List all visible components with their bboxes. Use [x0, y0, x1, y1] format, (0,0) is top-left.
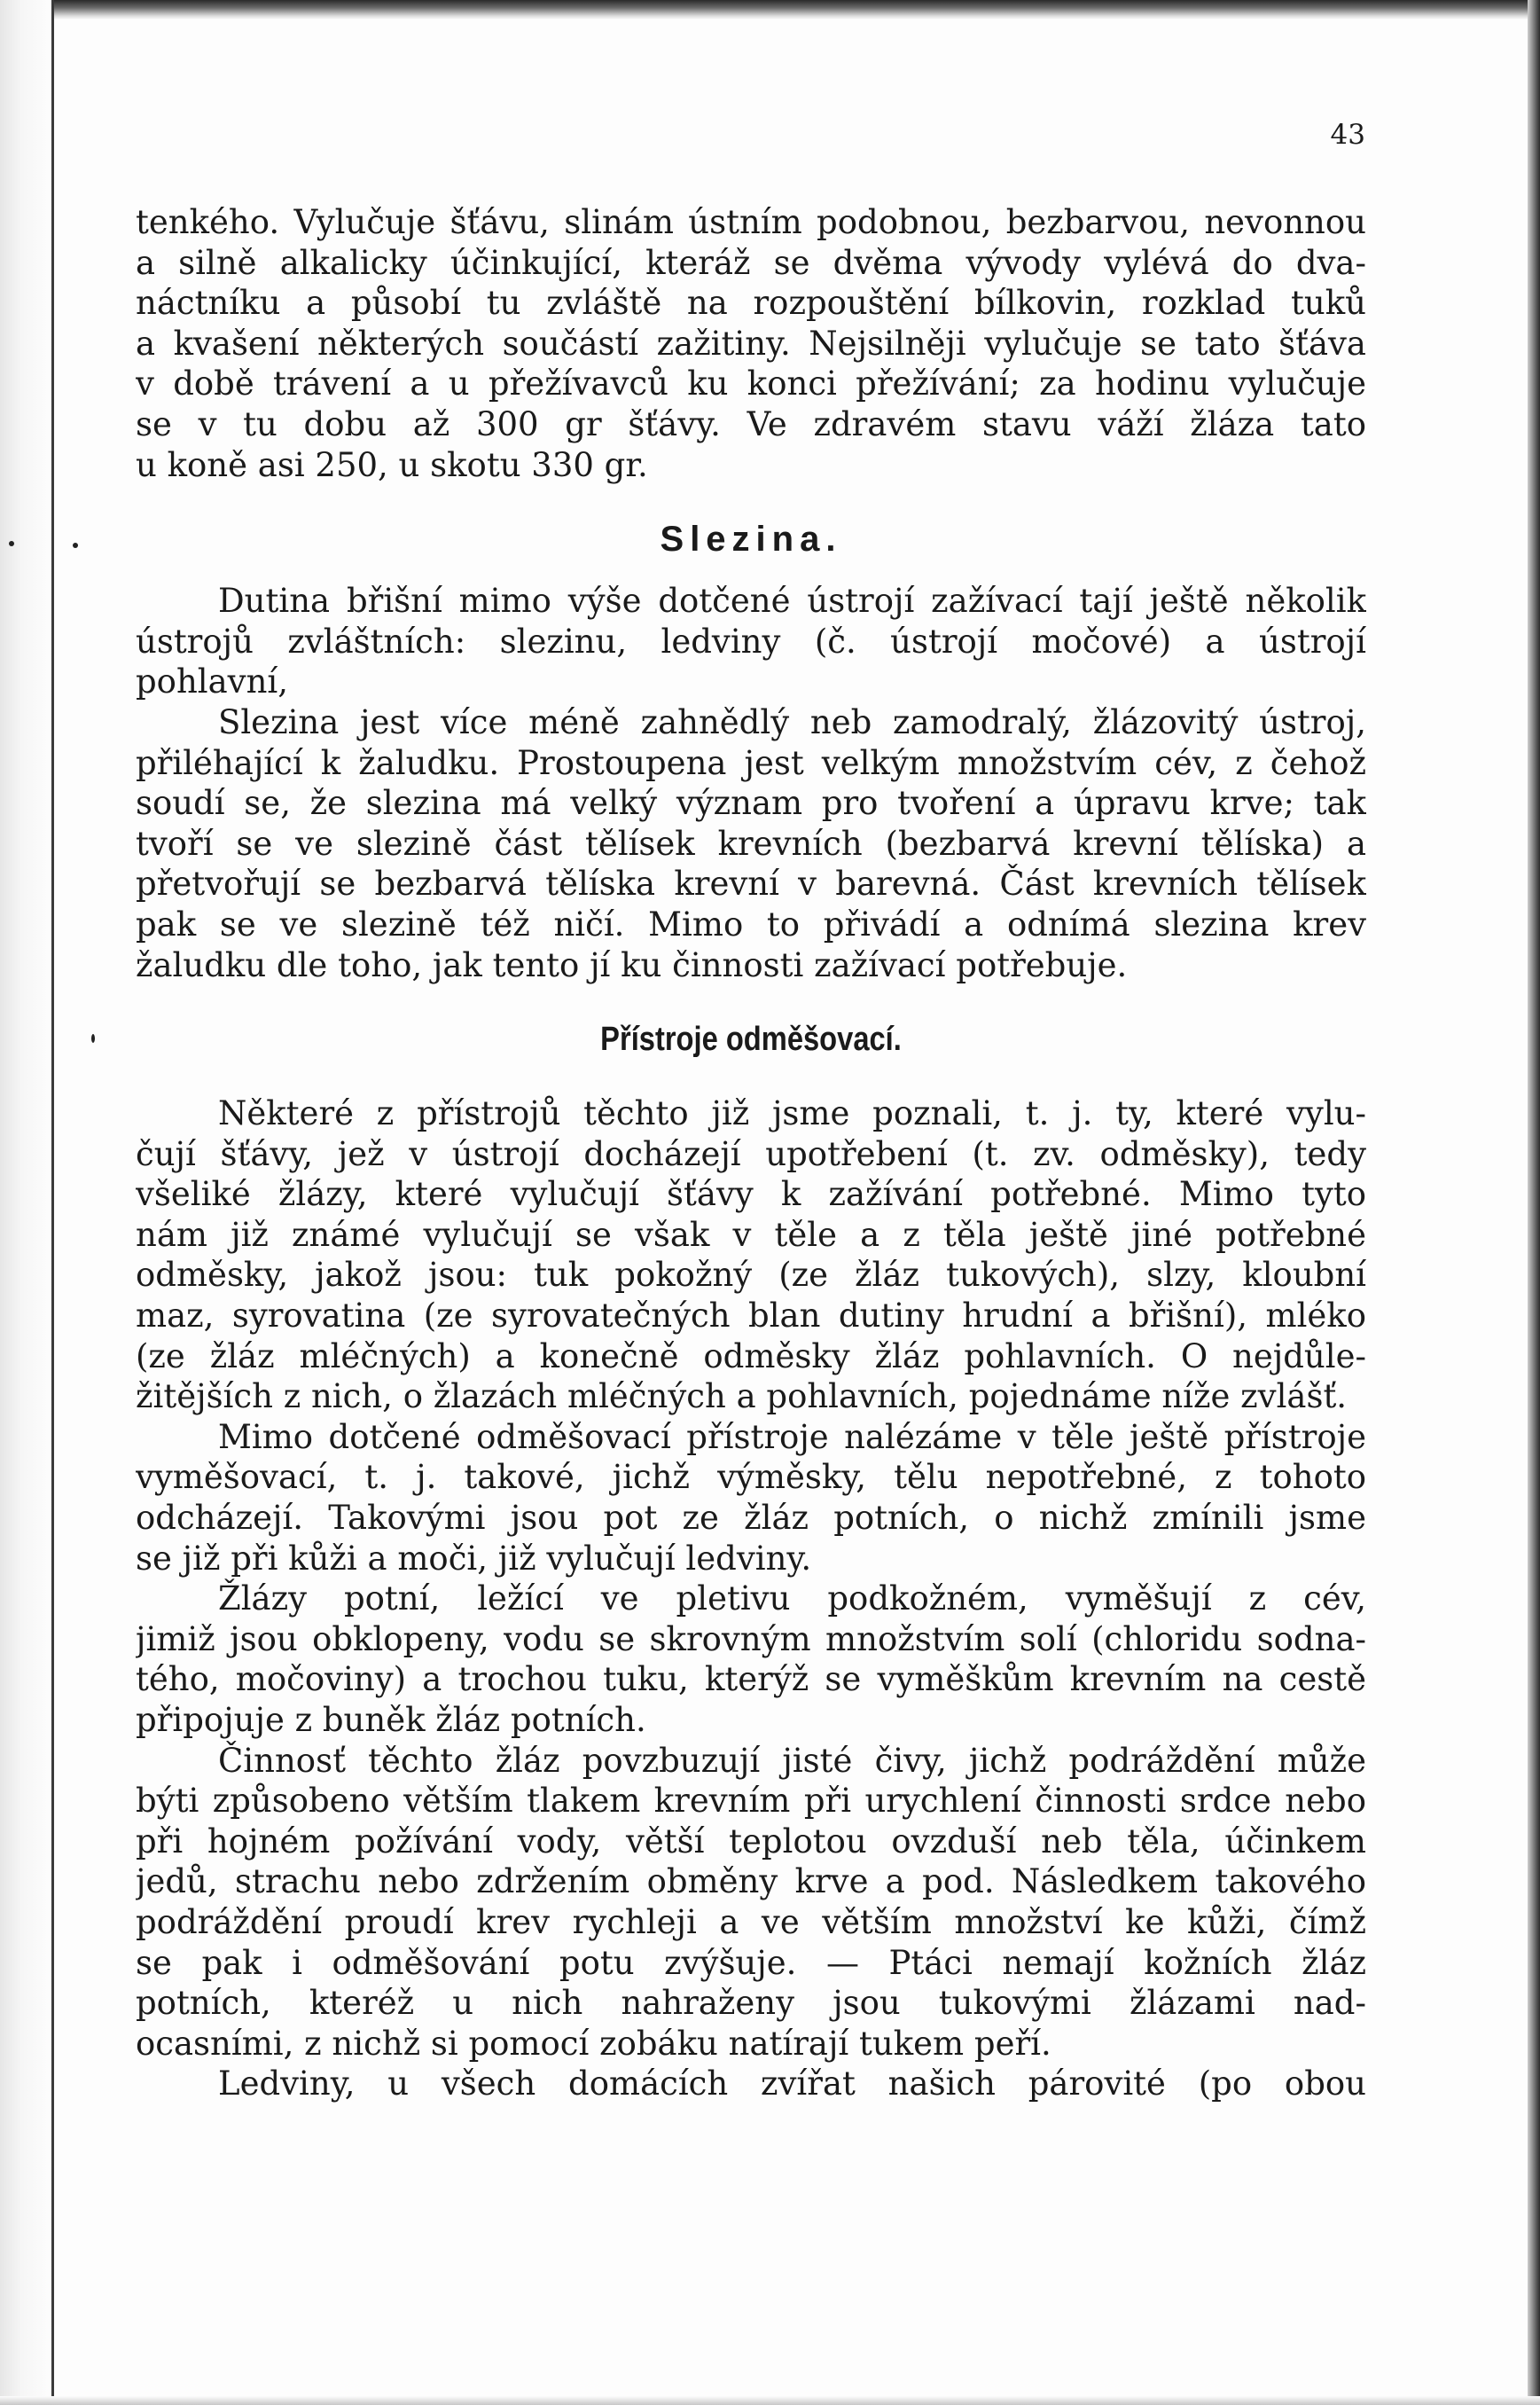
- scan-left-edge-line: [51, 0, 54, 2405]
- paragraph-excretory: [136, 1417, 1366, 1579]
- text-line: v době trávení a u přežívavců ku konci přežívání; za hodinu vylučuje: [136, 364, 1366, 403]
- text-line: jimiž jsou obklopeny, vodu se skrovným množstvím solí (chloridu sodna-: [136, 1619, 1366, 1658]
- text-line: Žlázy potní, ležící ve pletivu podkožném, vyměšují z cév,: [218, 1579, 1366, 1618]
- page-number: 43: [1330, 119, 1365, 151]
- scan-bottom-edge: [0, 2396, 1540, 2405]
- text-line: a silně alkalicky účinkující, kteráž se dvěma vývody vylévá do dva-: [136, 243, 1366, 282]
- page-body: [136, 202, 1366, 2104]
- speck: [9, 541, 14, 546]
- text-line: potních, kteréž u nich nahraženy jsou tukovými žlázami nad-: [136, 1984, 1366, 2023]
- text-line: ústrojů zvláštních: slezinu, ledviny (č. ústrojí močové) a ústrojí: [136, 622, 1366, 661]
- text-line: připojuje z buněk žláz potních.: [136, 1701, 646, 1739]
- text-line: tého, močoviny) a trochou tuku, kterýž se vyměškům krevním na cestě: [136, 1660, 1366, 1699]
- speck: [91, 1034, 95, 1043]
- text-line: maz, syrovatina (ze syrovatečných blan dutiny hrudní a břišní), mléko: [136, 1297, 1366, 1336]
- scan-right-edge: [1528, 0, 1540, 2405]
- text-line: ocasními, z nichž si pomocí zobáku natírají tukem peří.: [136, 2024, 1051, 2063]
- text-line: u koně asi 250, u skotu 330 gr.: [136, 445, 648, 484]
- spacer: [136, 985, 1366, 998]
- text-line: náctníku a působí tu zvláště na rozpouštění bílkovin, rozklad tuků: [136, 284, 1366, 323]
- text-line: (ze žláz mléčných) a konečně odměsky žláz pohlavních. O nejdůle-: [136, 1336, 1366, 1375]
- text-line: vyměšovací, t. j. takové, jichž výměsky, tělu nepotřebné, z tohoto: [136, 1458, 1366, 1497]
- paragraph-abdominal-organs: [136, 581, 1366, 702]
- text-line: při hojném požívání vody, větší teplotou ovzduší neb těla, účinkem: [136, 1821, 1366, 1861]
- text-line: odměsky, jakož jsou: tuk pokožný (ze žláz tukových), slzy, kloubní: [136, 1256, 1366, 1295]
- text-line: Slezina jest více méně zahnědlý neb zamodralý, žlázovitý ústroj,: [218, 702, 1366, 741]
- text-line: se pak i odměšování potu zvýšuje. — Ptáci nemají kožních žláz: [136, 1943, 1366, 1982]
- text-line: všeliké žlázy, které vylučují šťávy k zažívání potřebné. Mimo tyto: [136, 1175, 1366, 1214]
- text-line: podráždění proudí krev rychleji a ve větším množství ke kůži, čímž: [136, 1902, 1366, 1941]
- text-line: Činnosť těchto žláz povzbuzují jisté čivy, jichž podráždění může: [218, 1741, 1366, 1780]
- text-line: přetvořují se bezbarvá tělíska krevní v barevná. Část krevních tělísek: [136, 865, 1366, 904]
- text-line: žitějších z nich, o žlazách mléčných a pohlavních, pojednáme níže zvlášť.: [136, 1377, 1348, 1416]
- paragraph-kidneys: [136, 2064, 1366, 2104]
- text-line: Dutina břišní mimo výše dotčené ústrojí zažívací tají ještě několik: [218, 582, 1366, 621]
- text-line: žaludku dle toho, jak tento jí ku činnosti zažívací potřebuje.: [136, 945, 1128, 984]
- text-line: Mimo dotčené odměšovací přístroje nalézáme v těle ještě přístroje: [218, 1417, 1366, 1456]
- text-line: pak se ve slezině též ničí. Mimo to přivádí a odnímá slezina krev: [136, 905, 1366, 944]
- text-line: jedů, strachu nebo zdržením obměny krve a pod. Následkem takového: [136, 1862, 1366, 1901]
- spacer: [136, 1081, 1366, 1093]
- text-line: pohlavní,: [136, 662, 289, 701]
- text-line: tenkého. Vylučuje šťávu, slinám ústním podobnou, bezbarvou, nevonnou: [136, 203, 1366, 241]
- text-line: býti způsobeno větším tlakem krevním při urychlení činnosti srdce nebo: [136, 1782, 1366, 1821]
- paragraph-sweat-glands: [136, 1579, 1366, 1740]
- text-line: nám již známé vylučují se však v těle a z těla ještě jiné potřebné: [136, 1215, 1366, 1254]
- paragraph-gland-activity: [136, 1741, 1366, 2064]
- text-line: čují šťávy, jež v ústrojí docházejí upotřebení (t. zv. odměsky), tedy: [136, 1134, 1366, 1173]
- text-line: Některé z přístrojů těchto již jsme poznali, t. j. ty, které vylu-: [218, 1094, 1366, 1133]
- text-line: se již při kůži a moči, již vylučují ledviny.: [136, 1539, 812, 1578]
- text-line: tvoří se ve slezině část tělísek krevních (bezbarvá krevní tělíska) a: [136, 824, 1366, 863]
- scan-left-edge: [0, 0, 53, 2405]
- text-line: přiléhající k žaludku. Prostoupena jest velkým množstvím cév, z čehož: [136, 743, 1366, 782]
- text-line: odcházejí. Takovými jsou pot ze žláz potních, o nichž zmínili jsme: [136, 1499, 1366, 1538]
- paragraph-pancreas: [136, 202, 1366, 485]
- section-heading-slezina: Slezina.: [660, 520, 842, 560]
- speck: [73, 543, 78, 548]
- section-heading-pristroje: Přístroje odměšovací.: [600, 1021, 902, 1059]
- paragraph-secretory: [136, 1093, 1366, 1417]
- paragraph-spleen: [136, 702, 1366, 985]
- text-line: soudí se, že slezina má velký význam pro tvoření a úpravu krve; tak: [136, 784, 1366, 823]
- text-line: Ledviny, u všech domácích zvířat našich párovité (po obou: [218, 2064, 1366, 2103]
- spacer: [136, 485, 1366, 497]
- text-line: se v tu dobu až 300 gr šťávy. Ve zdravém stavu váží žláza tato: [136, 404, 1366, 443]
- scan-top-shadow: [0, 0, 1540, 20]
- text-line: a kvašení některých součástí zažitiny. Nejsilněji vylučuje se tato šťáva: [136, 324, 1366, 363]
